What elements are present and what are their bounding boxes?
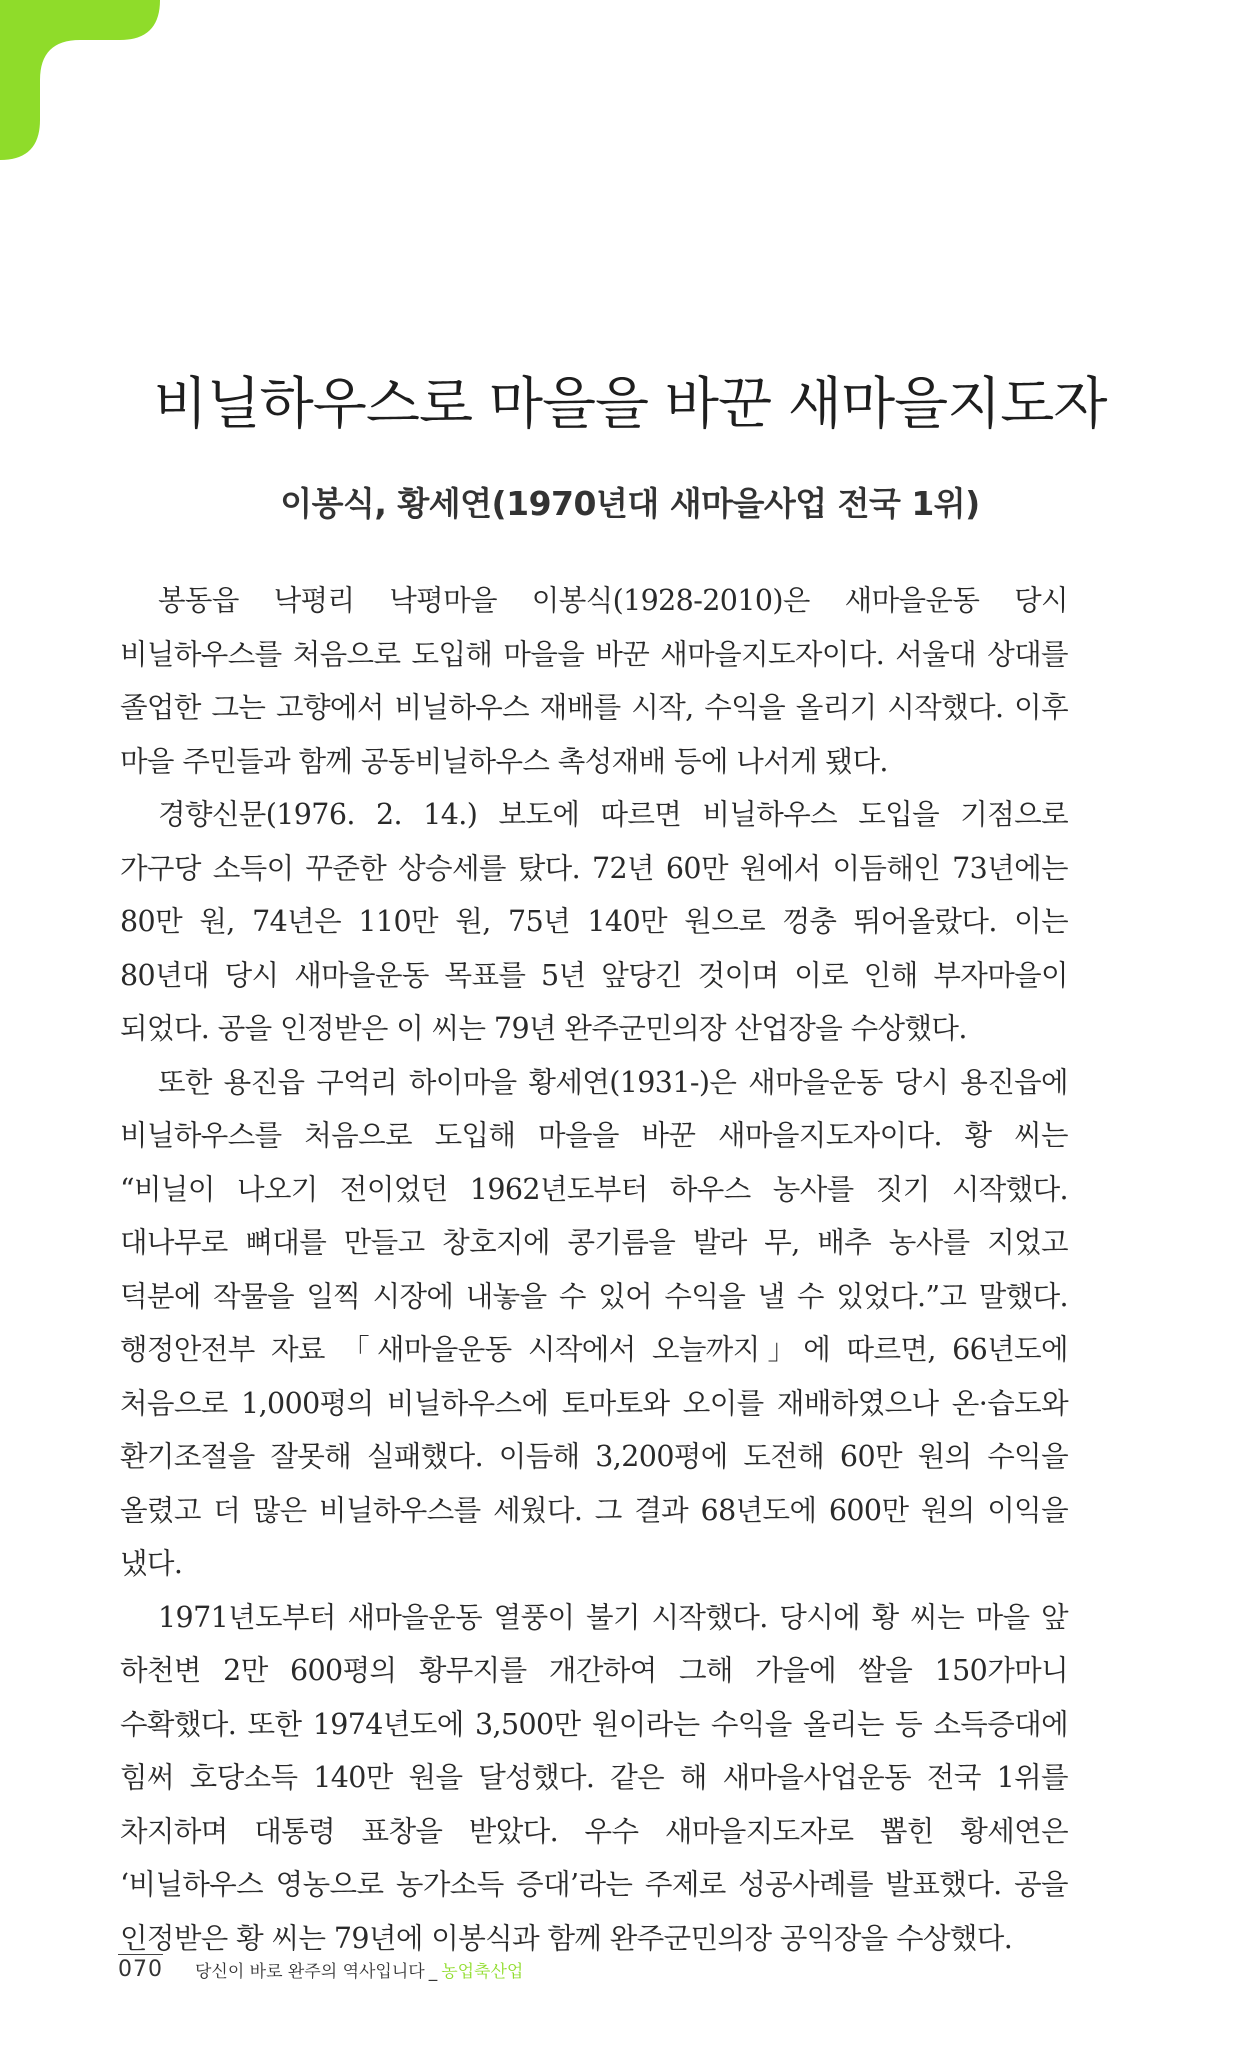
footer-separator: _ — [428, 1962, 438, 1982]
page-footer — [118, 1950, 523, 1982]
book-title: 당신이 바로 완주의 역사입니다 — [195, 1962, 425, 1982]
paragraph: 봉동읍 낙평리 낙평마을 이봉식(1928-2010)은 새마을운동 당시 비닐하우스를 처음으로 도입해 마을을 바꾼 새마을지도자이다. 서울대 상대를 졸업한 그는 고향에서 비닐하우스 재배를 시작, 수익을 올리기 시작했다. 이후 마을 주민들과 함께 공동비닐하우스 촉성재배 등에 나서게 됐다. — [120, 584, 1068, 778]
page-subtitle: 이봉식, 황세연(1970년대 새마을사업 전국 1위) — [280, 484, 980, 523]
paragraph: 1971년도부터 새마을운동 열풍이 불기 시작했다. 당시에 황 씨는 마을 앞 하천변 2만 600평의 황무지를 개간하여 그해 가을에 쌀을 150가마니 수확했다. 또한 1974년도에 3,500만 원이라는 수익을 올리는 등 소득증대에 힘써 호당소득 140만 원을 달성했다. 같은 해 새마을사업운동 전국 1위를 차지하며 대통령 표창을 받았다. 우수 새마을지도자로 뽑힌 황세연은 ‘비닐하우스 영농으로 농가소득 증대’라는 주제로 성공사례를 발표했다. 공을 인정받은 황 씨는 79년에 이봉식과 함께 완주군민의장 공익장을 수상했다. — [120, 1600, 1068, 1955]
page-title: 비닐하우스로 마을을 바꾼 새마을지도자 — [153, 372, 1107, 437]
corner-tab-decoration — [0, 0, 160, 160]
paragraph: 경향신문(1976. 2. 14.) 보도에 따르면 비닐하우스 도입을 기점으로 가구당 소득이 꾸준한 상승세를 탔다. 72년 60만 원에서 이듬해인 73년에는 80만 원, 74년은 110만 원, 75년 140만 원으로 껑충 뛰어올랐다. 이는 80년대 당시 새마을운동 목표를 5년 앞당긴 것이며 이로 인해 부자마을이 되었다. 공을 인정받은 이 씨는 79년 완주군민의장 산업장을 수상했다. — [120, 798, 1068, 1045]
paragraph: 또한 용진읍 구억리 하이마을 황세연(1931-)은 새마을운동 당시 용진읍에 비닐하우스를 처음으로 도입해 마을을 바꾼 새마을지도자이다. 황 씨는 “비닐이 나오기 전이었던 1962년도부터 하우스 농사를 짓기 시작했다. 대나무로 뼈대를 만들고 창호지에 콩기름을 발라 무, 배추 농사를 지었고 덕분에 작물을 일찍 시장에 내놓을 수 있어 수익을 낼 수 있었다.”고 말했다. 행정안전부 자료 「새마을운동 시작에서 오늘까지」에 따르면, 66년도에 처음으로 1,000평의 비닐하우스에 토마토와 오이를 재배하였으나 온·습도와 환기조절을 잘못해 실패했다. 이듬해 3,200평에 도전해 60만 원의 수익을 올렸고 더 많은 비닐하우스를 세웠다. 그 결과 68년도에 600만 원의 이익을 냈다. — [120, 1065, 1068, 1580]
article-body — [120, 574, 1068, 1965]
page-number: 070 — [118, 1954, 163, 1982]
section-name: 농업축산업 — [441, 1962, 524, 1982]
